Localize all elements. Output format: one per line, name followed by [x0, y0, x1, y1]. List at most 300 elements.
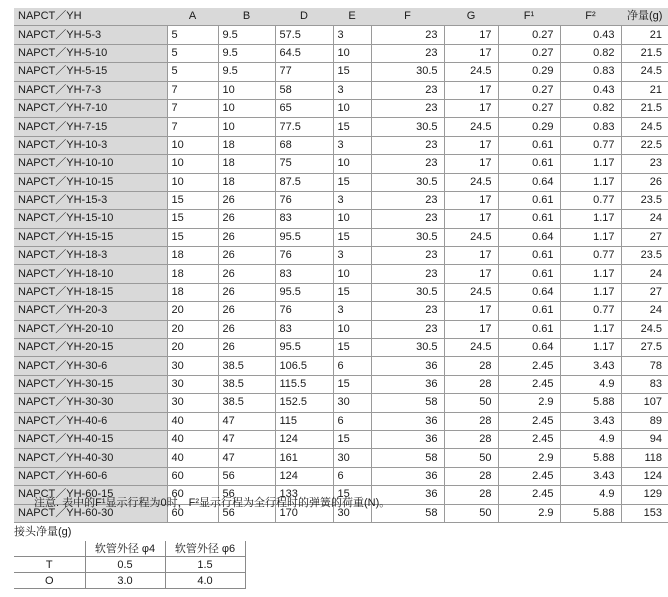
value-cell: 1.17 [560, 210, 621, 228]
value-cell: 118 [621, 449, 668, 467]
value-cell: 0.61 [498, 247, 560, 265]
value-cell: 0.64 [498, 283, 560, 301]
value-cell: 0.82 [560, 44, 621, 62]
value-cell: 21.5 [621, 44, 668, 62]
value-cell: 9.5 [218, 44, 275, 62]
model-cell: NAPCT／YH-18-3 [14, 247, 167, 265]
value-cell: 0.61 [498, 302, 560, 320]
value-cell: 0.5 [85, 557, 165, 573]
value-cell: 26 [218, 320, 275, 338]
value-cell: 17 [444, 44, 498, 62]
value-cell: 28 [444, 412, 498, 430]
value-cell: 26 [218, 191, 275, 209]
value-cell: 89 [621, 412, 668, 430]
value-cell: 24.5 [621, 63, 668, 81]
value-cell: 10 [333, 265, 371, 283]
value-cell: 75 [275, 155, 333, 173]
model-cell: NAPCT／YH-40-6 [14, 412, 167, 430]
value-cell: 3 [333, 136, 371, 154]
value-cell: 10 [333, 44, 371, 62]
value-cell: 15 [167, 228, 218, 246]
value-cell: 60 [167, 467, 218, 485]
column-header: F¹ [498, 8, 560, 26]
model-cell: NAPCT／YH-7-15 [14, 118, 167, 136]
value-cell: 26 [218, 265, 275, 283]
value-cell: 76 [275, 247, 333, 265]
value-cell: 0.61 [498, 191, 560, 209]
column-header: G [444, 8, 498, 26]
value-cell: 0.61 [498, 136, 560, 154]
value-cell: 0.77 [560, 191, 621, 209]
value-cell: 23 [371, 26, 444, 44]
table-row [14, 557, 245, 573]
table-row [14, 283, 668, 301]
value-cell: 95.5 [275, 228, 333, 246]
value-cell: 76 [275, 302, 333, 320]
value-cell: 23 [371, 320, 444, 338]
value-cell: 23 [371, 155, 444, 173]
model-cell: NAPCT／YH-60-6 [14, 467, 167, 485]
value-cell: 2.45 [498, 412, 560, 430]
value-cell: 2.45 [498, 430, 560, 448]
value-cell: 6 [333, 467, 371, 485]
value-cell: 36 [371, 412, 444, 430]
table-row [14, 99, 668, 117]
table-row [14, 265, 668, 283]
column-header [14, 541, 85, 557]
value-cell: 0.83 [560, 118, 621, 136]
footnote: 注意. 表中的F¹显示行程为0时，F²显示行程为全行程时的弹簧的荷重(N)。 [34, 497, 391, 509]
value-cell: 2.9 [498, 394, 560, 412]
value-cell: 21 [621, 81, 668, 99]
value-cell: 40 [167, 412, 218, 430]
column-header: E [333, 8, 371, 26]
model-cell: NAPCT／YH-30-30 [14, 394, 167, 412]
value-cell: 17 [444, 247, 498, 265]
value-cell: 30 [333, 449, 371, 467]
model-cell: NAPCT／YH-15-10 [14, 210, 167, 228]
model-cell: NAPCT／YH-7-10 [14, 99, 167, 117]
value-cell: 76 [275, 191, 333, 209]
value-cell: 0.64 [498, 228, 560, 246]
table-row [14, 63, 668, 81]
value-cell: 23 [371, 44, 444, 62]
value-cell: 17 [444, 210, 498, 228]
value-cell: 23 [371, 265, 444, 283]
table-row [14, 573, 245, 589]
value-cell: 56 [218, 486, 275, 504]
value-cell: 38.5 [218, 357, 275, 375]
value-cell: 23 [371, 210, 444, 228]
joint-table-title: 接头净量(g) [14, 526, 72, 538]
value-cell: 27.5 [621, 339, 668, 357]
value-cell: 20 [167, 302, 218, 320]
value-cell: 10 [218, 81, 275, 99]
value-cell: 10 [167, 155, 218, 173]
value-cell: 3.43 [560, 412, 621, 430]
value-cell: 0.77 [560, 247, 621, 265]
value-cell: 17 [444, 155, 498, 173]
value-cell: 0.27 [498, 26, 560, 44]
value-cell: 2.45 [498, 375, 560, 393]
value-cell: 15 [333, 173, 371, 191]
table-row [14, 191, 668, 209]
value-cell: 30 [333, 504, 371, 522]
value-cell: 2.9 [498, 504, 560, 522]
value-cell: 36 [371, 467, 444, 485]
table-row [14, 173, 668, 191]
value-cell: 24 [621, 302, 668, 320]
value-cell: 6 [333, 412, 371, 430]
value-cell: 7 [167, 81, 218, 99]
value-cell: 5.88 [560, 394, 621, 412]
value-cell: 129 [621, 486, 668, 504]
value-cell: 83 [275, 210, 333, 228]
value-cell: 15 [333, 339, 371, 357]
model-cell: NAPCT／YH-10-3 [14, 136, 167, 154]
value-cell: 15 [167, 191, 218, 209]
value-cell: 18 [167, 283, 218, 301]
value-cell: 83 [621, 375, 668, 393]
value-cell: 24.5 [444, 339, 498, 357]
value-cell: 4.9 [560, 430, 621, 448]
value-cell: 38.5 [218, 394, 275, 412]
value-cell: 3.0 [85, 573, 165, 589]
value-cell: 28 [444, 357, 498, 375]
spec-body [14, 26, 668, 523]
value-cell: 15 [333, 283, 371, 301]
value-cell: 4.0 [165, 573, 245, 589]
value-cell: 3.43 [560, 357, 621, 375]
value-cell: 5 [167, 44, 218, 62]
value-cell: 6 [333, 357, 371, 375]
value-cell: 68 [275, 136, 333, 154]
value-cell: 40 [167, 449, 218, 467]
value-cell: 15 [333, 375, 371, 393]
value-cell: 40 [167, 430, 218, 448]
model-cell: NAPCT／YH-10-15 [14, 173, 167, 191]
value-cell: 26 [218, 339, 275, 357]
value-cell: 58 [275, 81, 333, 99]
value-cell: 107 [621, 394, 668, 412]
value-cell: 1.17 [560, 155, 621, 173]
joint-body [14, 557, 245, 589]
value-cell: 22.5 [621, 136, 668, 154]
value-cell: 23 [371, 99, 444, 117]
value-cell: 3 [333, 247, 371, 265]
joint-type-cell: T [14, 557, 85, 573]
table-row [14, 136, 668, 154]
value-cell: 18 [167, 247, 218, 265]
table-row [14, 155, 668, 173]
value-cell: 152.5 [275, 394, 333, 412]
value-cell: 24.5 [444, 63, 498, 81]
value-cell: 26 [621, 173, 668, 191]
value-cell: 36 [371, 357, 444, 375]
model-cell: NAPCT／YH-60-15 [14, 486, 167, 504]
value-cell: 28 [444, 375, 498, 393]
value-cell: 0.29 [498, 118, 560, 136]
joint-type-cell: O [14, 573, 85, 589]
model-cell: NAPCT／YH-5-10 [14, 44, 167, 62]
value-cell: 10 [167, 173, 218, 191]
value-cell: 17 [444, 99, 498, 117]
value-cell: 50 [444, 449, 498, 467]
value-cell: 26 [218, 283, 275, 301]
value-cell: 58 [371, 449, 444, 467]
value-cell: 0.29 [498, 63, 560, 81]
model-cell: NAPCT／YH-20-10 [14, 320, 167, 338]
value-cell: 38.5 [218, 375, 275, 393]
value-cell: 0.27 [498, 99, 560, 117]
value-cell: 20 [167, 339, 218, 357]
value-cell: 23.5 [621, 247, 668, 265]
value-cell: 4.9 [560, 375, 621, 393]
value-cell: 5 [167, 26, 218, 44]
model-cell: NAPCT／YH-7-3 [14, 81, 167, 99]
value-cell: 9.5 [218, 26, 275, 44]
value-cell: 3 [333, 81, 371, 99]
value-cell: 7 [167, 99, 218, 117]
value-cell: 5.88 [560, 449, 621, 467]
value-cell: 7 [167, 118, 218, 136]
model-cell: NAPCT／YH-20-15 [14, 339, 167, 357]
column-header: F [371, 8, 444, 26]
value-cell: 0.43 [560, 81, 621, 99]
model-cell: NAPCT／YH-10-10 [14, 155, 167, 173]
value-cell: 106.5 [275, 357, 333, 375]
value-cell: 30 [167, 375, 218, 393]
table-row [14, 26, 668, 44]
value-cell: 1.17 [560, 283, 621, 301]
table-row [14, 118, 668, 136]
value-cell: 2.45 [498, 467, 560, 485]
value-cell: 0.82 [560, 99, 621, 117]
value-cell: 24.5 [621, 320, 668, 338]
value-cell: 17 [444, 136, 498, 154]
value-cell: 64.5 [275, 44, 333, 62]
table-row [14, 412, 668, 430]
value-cell: 23 [371, 191, 444, 209]
value-cell: 26 [218, 247, 275, 265]
value-cell: 27 [621, 283, 668, 301]
model-cell: NAPCT／YH-40-15 [14, 430, 167, 448]
value-cell: 17 [444, 265, 498, 283]
value-cell: 23 [371, 302, 444, 320]
value-cell: 1.17 [560, 320, 621, 338]
spec-table [14, 8, 668, 523]
column-header: A [167, 8, 218, 26]
value-cell: 0.61 [498, 210, 560, 228]
value-cell: 95.5 [275, 283, 333, 301]
value-cell: 30.5 [371, 283, 444, 301]
table-row [14, 210, 668, 228]
value-cell: 15 [167, 210, 218, 228]
value-cell: 58 [371, 504, 444, 522]
value-cell: 24.5 [444, 283, 498, 301]
value-cell: 1.17 [560, 228, 621, 246]
value-cell: 24.5 [444, 173, 498, 191]
value-cell: 60 [167, 504, 218, 522]
value-cell: 15 [333, 228, 371, 246]
value-cell: 10 [218, 99, 275, 117]
model-cell: NAPCT／YH-40-30 [14, 449, 167, 467]
value-cell: 0.77 [560, 136, 621, 154]
value-cell: 36 [371, 375, 444, 393]
table-row [14, 228, 668, 246]
value-cell: 24 [621, 265, 668, 283]
model-cell: NAPCT／YH-15-15 [14, 228, 167, 246]
value-cell: 9.5 [218, 63, 275, 81]
value-cell: 161 [275, 449, 333, 467]
value-cell: 20 [167, 320, 218, 338]
value-cell: 1.17 [560, 265, 621, 283]
table-row [14, 357, 668, 375]
model-cell: NAPCT／YH-20-3 [14, 302, 167, 320]
value-cell: 47 [218, 430, 275, 448]
value-cell: 2.9 [498, 449, 560, 467]
value-cell: 0.27 [498, 81, 560, 99]
value-cell: 83 [275, 265, 333, 283]
value-cell: 153 [621, 504, 668, 522]
joint-header-row [14, 541, 245, 557]
value-cell: 65 [275, 99, 333, 117]
value-cell: 47 [218, 449, 275, 467]
value-cell: 57.5 [275, 26, 333, 44]
value-cell: 0.64 [498, 173, 560, 191]
value-cell: 0.64 [498, 339, 560, 357]
value-cell: 17 [444, 26, 498, 44]
value-cell: 0.83 [560, 63, 621, 81]
value-cell: 23 [371, 247, 444, 265]
column-header: 软管外径 φ6 [165, 541, 245, 557]
table-row [14, 247, 668, 265]
value-cell: 5 [167, 63, 218, 81]
value-cell: 78 [621, 357, 668, 375]
table-row [14, 81, 668, 99]
value-cell: 30.5 [371, 228, 444, 246]
value-cell: 2.45 [498, 486, 560, 504]
table-row [14, 449, 668, 467]
value-cell: 27 [621, 228, 668, 246]
table-row [14, 302, 668, 320]
value-cell: 0.61 [498, 320, 560, 338]
value-cell: 58 [371, 394, 444, 412]
value-cell: 10 [333, 320, 371, 338]
value-cell: 26 [218, 302, 275, 320]
model-cell: NAPCT／YH-30-15 [14, 375, 167, 393]
value-cell: 18 [218, 136, 275, 154]
value-cell: 3.43 [560, 467, 621, 485]
joint-weight-table [14, 541, 246, 589]
table-row [14, 430, 668, 448]
value-cell: 30.5 [371, 173, 444, 191]
value-cell: 47 [218, 412, 275, 430]
value-cell: 36 [371, 486, 444, 504]
column-header: F² [560, 8, 621, 26]
value-cell: 50 [444, 394, 498, 412]
value-cell: 24.5 [444, 118, 498, 136]
table-row [14, 44, 668, 62]
value-cell: 115 [275, 412, 333, 430]
table-row [14, 320, 668, 338]
value-cell: 18 [167, 265, 218, 283]
value-cell: 10 [333, 99, 371, 117]
value-cell: 1.17 [560, 339, 621, 357]
value-cell: 30.5 [371, 118, 444, 136]
value-cell: 124 [621, 467, 668, 485]
model-cell: NAPCT／YH-30-6 [14, 357, 167, 375]
value-cell: 15 [333, 430, 371, 448]
table-row [14, 339, 668, 357]
value-cell: 4.9 [560, 486, 621, 504]
value-cell: 10 [333, 155, 371, 173]
value-cell: 3 [333, 26, 371, 44]
table-row [14, 375, 668, 393]
value-cell: 2.45 [498, 357, 560, 375]
value-cell: 3 [333, 302, 371, 320]
model-cell: NAPCT／YH-15-3 [14, 191, 167, 209]
value-cell: 17 [444, 191, 498, 209]
value-cell: 0.27 [498, 44, 560, 62]
column-header: B [218, 8, 275, 26]
value-cell: 15 [333, 63, 371, 81]
value-cell: 28 [444, 430, 498, 448]
model-cell: NAPCT／YH-18-10 [14, 265, 167, 283]
column-header: D [275, 8, 333, 26]
value-cell: 170 [275, 504, 333, 522]
value-cell: 21.5 [621, 99, 668, 117]
value-cell: 0.61 [498, 265, 560, 283]
value-cell: 60 [167, 486, 218, 504]
value-cell: 10 [167, 136, 218, 154]
value-cell: 50 [444, 504, 498, 522]
value-cell: 18 [218, 155, 275, 173]
value-cell: 17 [444, 320, 498, 338]
column-header: 软管外径 φ4 [85, 541, 165, 557]
value-cell: 124 [275, 430, 333, 448]
model-cell: NAPCT／YH-5-3 [14, 26, 167, 44]
table-row [14, 394, 668, 412]
value-cell: 77.5 [275, 118, 333, 136]
value-cell: 94 [621, 430, 668, 448]
value-cell: 1.5 [165, 557, 245, 573]
value-cell: 1.17 [560, 173, 621, 191]
value-cell: 30.5 [371, 63, 444, 81]
value-cell: 23 [371, 81, 444, 99]
value-cell: 21 [621, 26, 668, 44]
value-cell: 24 [621, 210, 668, 228]
spec-header-row [14, 8, 668, 26]
column-header: NAPCT／YH [14, 8, 167, 26]
value-cell: 0.77 [560, 302, 621, 320]
model-cell: NAPCT／YH-60-30 [14, 504, 167, 522]
value-cell: 24.5 [621, 118, 668, 136]
value-cell: 10 [333, 210, 371, 228]
value-cell: 36 [371, 430, 444, 448]
value-cell: 10 [218, 118, 275, 136]
value-cell: 30 [333, 394, 371, 412]
value-cell: 23.5 [621, 191, 668, 209]
value-cell: 115.5 [275, 375, 333, 393]
column-header: 净量(g) [621, 8, 668, 26]
value-cell: 95.5 [275, 339, 333, 357]
value-cell: 0.43 [560, 26, 621, 44]
model-cell: NAPCT／YH-5-15 [14, 63, 167, 81]
value-cell: 23 [621, 155, 668, 173]
value-cell: 26 [218, 228, 275, 246]
value-cell: 5.88 [560, 504, 621, 522]
